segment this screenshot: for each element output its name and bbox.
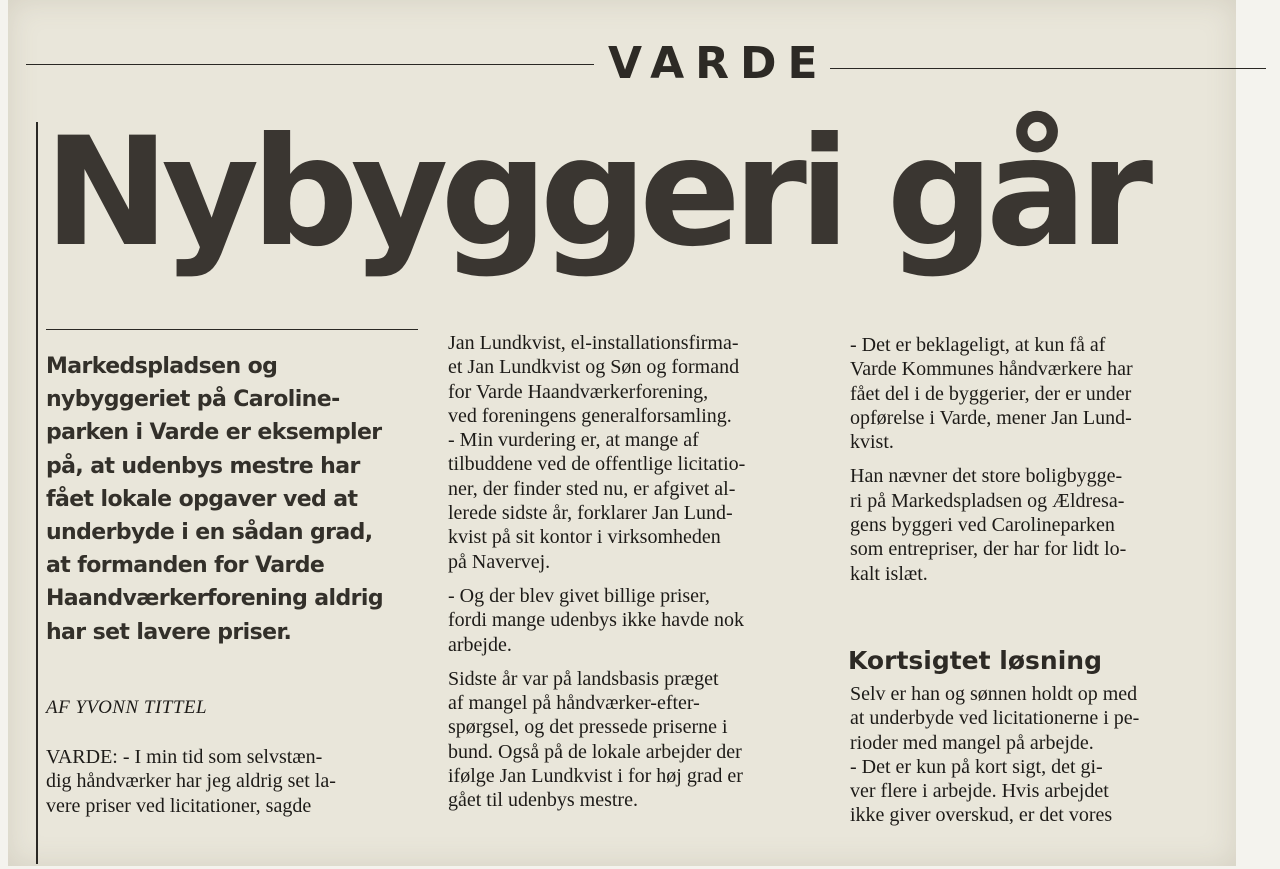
body-line: ner, der finder sted nu, er afgivet al- — [448, 477, 736, 500]
body-line: på Navervej. — [448, 550, 551, 573]
lead-rule — [46, 329, 418, 330]
section-label: VARDE — [608, 38, 829, 89]
body-line: - Min vurdering er, at mange af — [448, 429, 699, 452]
body-line: et Jan Lundkvist og Søn og formand — [448, 356, 740, 379]
article-column-1 — [46, 745, 418, 818]
body-line: gens byggeri ved Carolineparken — [850, 514, 1115, 537]
section-rule-right — [830, 68, 1266, 69]
body-line: ifølge Jan Lundkvist i for høj grad er — [448, 765, 743, 788]
body-line: Jan Lundkvist, el-installationsfirma- — [448, 332, 739, 354]
body-line: Han nævner det store boligbygge- — [850, 465, 1123, 488]
section-rule-left — [26, 64, 594, 65]
body-line: fået del i de byggerier, der er under — [850, 382, 1132, 405]
lead-line: fået lokale opgaver ved at — [46, 486, 358, 512]
lead-line: at formanden for Varde — [46, 553, 325, 579]
body-line: gået til udenbys mestre. — [448, 789, 638, 812]
byline: AF YVONN TITTEL — [46, 697, 208, 718]
lead-line: har set lavere priser. — [46, 619, 292, 645]
body-line: Selv er han og sønnen holdt op med — [850, 683, 1138, 705]
body-line: at underbyde ved licitationerne i pe- — [850, 707, 1140, 730]
body-line: ver flere i arbejde. Hvis arbejdet — [850, 780, 1109, 803]
lead-line: Markedspladsen og — [46, 354, 278, 379]
body-line: kvist. — [850, 431, 894, 454]
lead-line: på, at udenbys mestre har — [46, 453, 360, 479]
body-line: bund. Også på de lokale arbejder der — [448, 740, 742, 763]
body-line: VARDE: - I min tid som selvstæn- — [46, 746, 323, 768]
lead-line: parken i Varde er eksempler — [46, 420, 382, 446]
body-line: tilbuddene ved de offentlige licitatio- — [448, 453, 746, 476]
body-line: dig håndværker har jeg aldrig set la- — [46, 770, 336, 793]
body-line: vere priser ved licitationer, sagde — [46, 794, 312, 817]
subheading: Kortsigtet løsning — [848, 646, 1102, 675]
article-column-3 — [850, 333, 1222, 586]
body-line: kvist på sit kontor i virksomheden — [448, 526, 721, 549]
body-line: kalt islæt. — [850, 562, 928, 585]
article-column-2 — [448, 331, 822, 813]
lead-line: nybyggeriet på Caroline- — [46, 387, 340, 413]
body-line: opførelse i Varde, mener Jan Lund- — [850, 406, 1132, 429]
body-line: rioder med mangel på arbejde. — [850, 731, 1094, 754]
lead-line: Haandværkerforening aldrig — [46, 586, 383, 612]
body-line: - Det er kun på kort sigt, det gi- — [850, 755, 1103, 778]
body-line: som entrepriser, der har for lidt lo- — [850, 538, 1127, 561]
lead-paragraph — [46, 350, 418, 649]
body-line: spørgsel, og det pressede priserne i — [448, 716, 728, 739]
body-line: - Det er beklageligt, at kun få af — [850, 334, 1106, 356]
body-line: arbejde. — [448, 633, 512, 656]
article-column-3-continued — [850, 682, 1222, 828]
body-line: ved foreningens generalforsamling. — [448, 404, 732, 427]
body-line: fordi mange udenbys ikke havde nok — [448, 609, 745, 632]
body-line: af mangel på håndværker-efter- — [448, 692, 700, 715]
body-line: Varde Kommunes håndværkere har — [850, 358, 1133, 381]
body-line: Sidste år var på landsbasis præget — [448, 667, 719, 690]
column-rule — [36, 122, 38, 864]
body-line: ikke giver overskud, er det vores — [850, 804, 1113, 827]
headline: Nybyggeri går — [44, 106, 1146, 280]
body-line: for Varde Haandværkerforening, — [448, 380, 709, 403]
body-line: lerede sidste år, forklarer Jan Lund- — [448, 502, 733, 525]
body-line: - Og der blev givet billige priser, — [448, 584, 710, 607]
lead-line: underbyde i en sådan grad, — [46, 520, 373, 546]
body-line: ri på Markedspladsen og Ældresa- — [850, 489, 1125, 512]
